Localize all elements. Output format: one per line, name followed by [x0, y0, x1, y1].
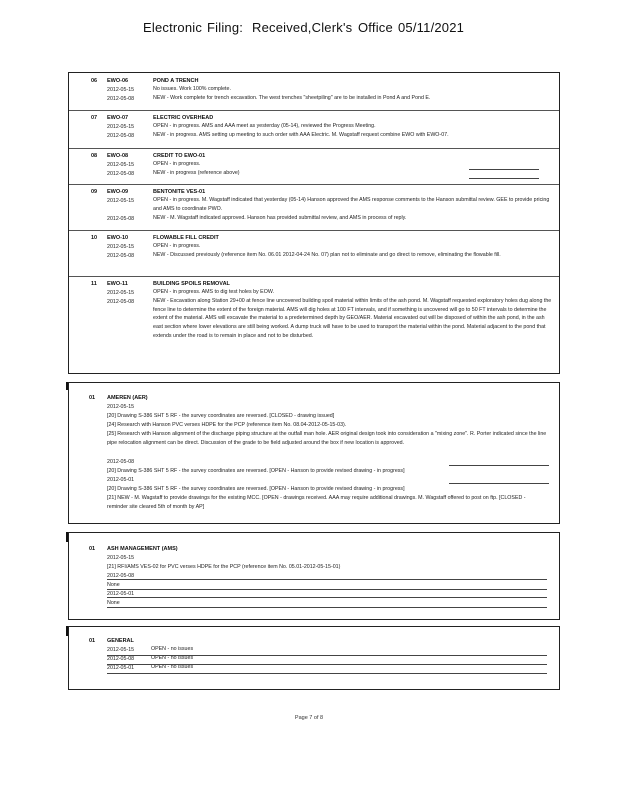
row-number: 08 [91, 153, 98, 159]
row-date: 2012-05-08 [107, 459, 135, 465]
row-number: 01 [89, 638, 96, 644]
row-number: 09 [91, 189, 98, 195]
header-date: 05/11/2021 [398, 20, 465, 35]
row-code: EWO-11 [107, 281, 128, 287]
row-number: 10 [91, 235, 98, 241]
row-date: 2012-05-08 [107, 656, 135, 662]
item-text: None [107, 582, 120, 588]
row-text: NEW - in progress (reference above) [153, 170, 240, 176]
item-text: None [107, 600, 120, 606]
row-text: No issues. Work 100% complete. [153, 86, 231, 92]
row-title: GENERAL [107, 638, 134, 644]
item-text: [25] Research with Hanson alignment of the discharge piping structure at the outfall man hole. AER original design took into consideration a "mixing zone". R. Porter indicated since the line pipe relocation alignment can be direct. Discussion of the grade to be field adjusted around the box if new location is approved. [107, 431, 547, 446]
page-footer: Page 7 of 8 [294, 715, 324, 721]
row-text: NEW - in progress. AMS setting up meeting to such order with AAA Electric. M. Wagstaff request combine EWO with EWO-07. [153, 132, 449, 138]
ameren-section [68, 382, 560, 524]
row-date: 2012-05-15 [107, 162, 135, 168]
row-title: ASH MANAGEMENT (AMS) [107, 546, 178, 552]
blank-line [107, 579, 547, 580]
row-code: EWO-08 [107, 153, 129, 159]
blank-line [107, 597, 547, 598]
row-text: NEW - Discussed previously (reference item No. 06.01 2012-04-24 No. 07) plan not to eliminate and go direct to remove, eliminating the flowable fill. [153, 252, 501, 258]
row-date: 2012-05-08 [107, 253, 135, 259]
header-office: Office [358, 20, 393, 35]
row-text: OPEN - in progress. [153, 243, 201, 249]
row-divider [69, 184, 559, 185]
row-date: 2012-05-15 [107, 647, 135, 653]
row-title: BUILDING SPOILS REMOVAL [153, 281, 230, 287]
row-date: 2012-05-01 [107, 477, 135, 483]
item-text: OPEN - no issues [151, 655, 194, 661]
row-title: ELECTRIC OVERHEAD [153, 115, 214, 121]
blank-line [449, 465, 549, 466]
blank-line [107, 655, 547, 656]
row-date: 2012-05-08 [107, 299, 135, 305]
row-divider [69, 110, 559, 111]
row-date: 2012-05-08 [107, 573, 135, 579]
blank-line [469, 178, 539, 179]
row-number: 07 [91, 115, 98, 121]
ewo-section [68, 72, 560, 374]
row-title: CREDIT TO EWO-01 [153, 153, 206, 159]
row-date: 2012-05-15 [107, 555, 135, 561]
row-text: OPEN - in progress. AMS and AAA meet as yesterday (05-14), reviewed the Progress Meeting. [153, 123, 376, 129]
row-date: 2012-05-15 [107, 290, 135, 296]
row-text: OPEN - in progress. M. Wagstaff indicated that yesterday (05-14) Hanson approved the AMS response comments to the Hanson submittal review. GEE to provide pricing and AMS to coordinate PWO. [153, 197, 550, 212]
row-code: EWO-09 [107, 189, 129, 195]
ams-section [68, 532, 560, 620]
header-electronic: Electronic [143, 20, 203, 35]
row-code: EWO-10 [107, 235, 129, 241]
row-number: 11 [91, 281, 97, 287]
blank-line [107, 607, 547, 608]
row-date: 2012-05-01 [107, 665, 135, 671]
item-text: [20] Drawing S-386 SHT 5 RF - the survey coordinates are reversed. [OPEN - Hanson to provide revised drawing - in progress] [107, 468, 405, 474]
row-date: 2012-05-08 [107, 216, 135, 222]
row-date: 2012-05-08 [107, 96, 135, 102]
row-title: AMEREN (AER) [107, 395, 148, 401]
header-filing: Filing: [207, 20, 244, 35]
row-date: 2012-05-08 [107, 171, 135, 177]
row-divider [69, 230, 559, 231]
row-code: EWO-06 [107, 78, 129, 84]
item-text: [21] NEW - M. Wagstaff to provide drawings for the existing MCC. [OPEN - drawings received. AAA may require additional drawings. M. Wagstaff offered to post on ftp. [CLOSED - reminder site cleared 5th of month by AP] [107, 495, 526, 510]
row-date: 2012-05-15 [107, 198, 135, 204]
blank-line [107, 664, 547, 665]
row-divider [69, 276, 559, 277]
blank-line [107, 589, 547, 590]
blank-line [449, 483, 549, 484]
row-text: NEW - Excavation along Station 29+00 at fence line uncovered building spoil material within limits of the ash pond. M. Wagstaff requested exploratory holes dug along the fence line to determine the extent of the foreign material. AMS will dig holes at 100 FT intervals, and if something is uncovered will go to 50 FT intervals to determine the extent of the material. AMS will excavate the material to a predetermined depth by GEO/AER. Material excavated out will be disposed of within the ash pond, in the ash east section where lower elevations are still being worked. A dump truck will have to be used to transport the material within the pond. Material adjacent to the pond that extends under the road is to remain in place and not to be disturbed. [153, 298, 552, 339]
item-text: [20] Drawing S-386 SHT 5 RF - the survey coordinates are reversed. [OPEN - Hanson to provide revised drawing - in progress] [107, 486, 405, 492]
item-text: OPEN - no issues [151, 646, 194, 652]
row-date: 2012-05-01 [107, 591, 135, 597]
row-date: 2012-05-15 [107, 124, 135, 130]
row-number: 01 [89, 546, 96, 552]
row-divider [69, 148, 559, 149]
row-date: 2012-05-15 [107, 404, 135, 410]
row-date: 2012-05-08 [107, 133, 135, 139]
row-text: NEW - Work complete for trench excavation. The west trenches "sheetpiling" are to be installed in Pond A and Pond E. [153, 95, 431, 101]
row-text: NEW - M. Wagstaff indicated approved. Hanson has provided submittal review, and AMS in process of reply. [153, 215, 407, 221]
item-text: [21] RFI/AMS VES-02 for PVC verses HDPE for the PCP (reference item No. 05.01-2012-05-15-01) [107, 564, 341, 570]
row-title: BENTONITE VES-01 [153, 189, 206, 195]
row-date: 2012-05-15 [107, 244, 135, 250]
row-title: POND A TRENCH [153, 78, 199, 84]
row-date: 2012-05-15 [107, 87, 135, 93]
row-text: OPEN - in progress. [153, 161, 201, 167]
header-received: Received,Clerk's [252, 20, 353, 35]
row-number: 06 [91, 78, 98, 84]
row-text: OPEN - in progress. AMS to dig test holes by EOW. [153, 289, 274, 295]
blank-line [107, 673, 547, 674]
item-text: [24] Research with Hanson PVC verses HDPE for the PCP (reference item No. 08.04-2012-05-15-03). [107, 422, 347, 428]
general-section [68, 626, 560, 690]
row-code: EWO-07 [107, 115, 129, 121]
item-text: OPEN - no issues [151, 664, 194, 670]
row-number: 01 [89, 395, 96, 401]
blank-line [469, 169, 539, 170]
row-title: FLOWABLE FILL CREDIT [153, 235, 219, 241]
item-text: [20] Drawing S-386 SHT 5 RF - the survey coordinates are reversed. [CLOSED - drawing issued] [107, 413, 335, 419]
